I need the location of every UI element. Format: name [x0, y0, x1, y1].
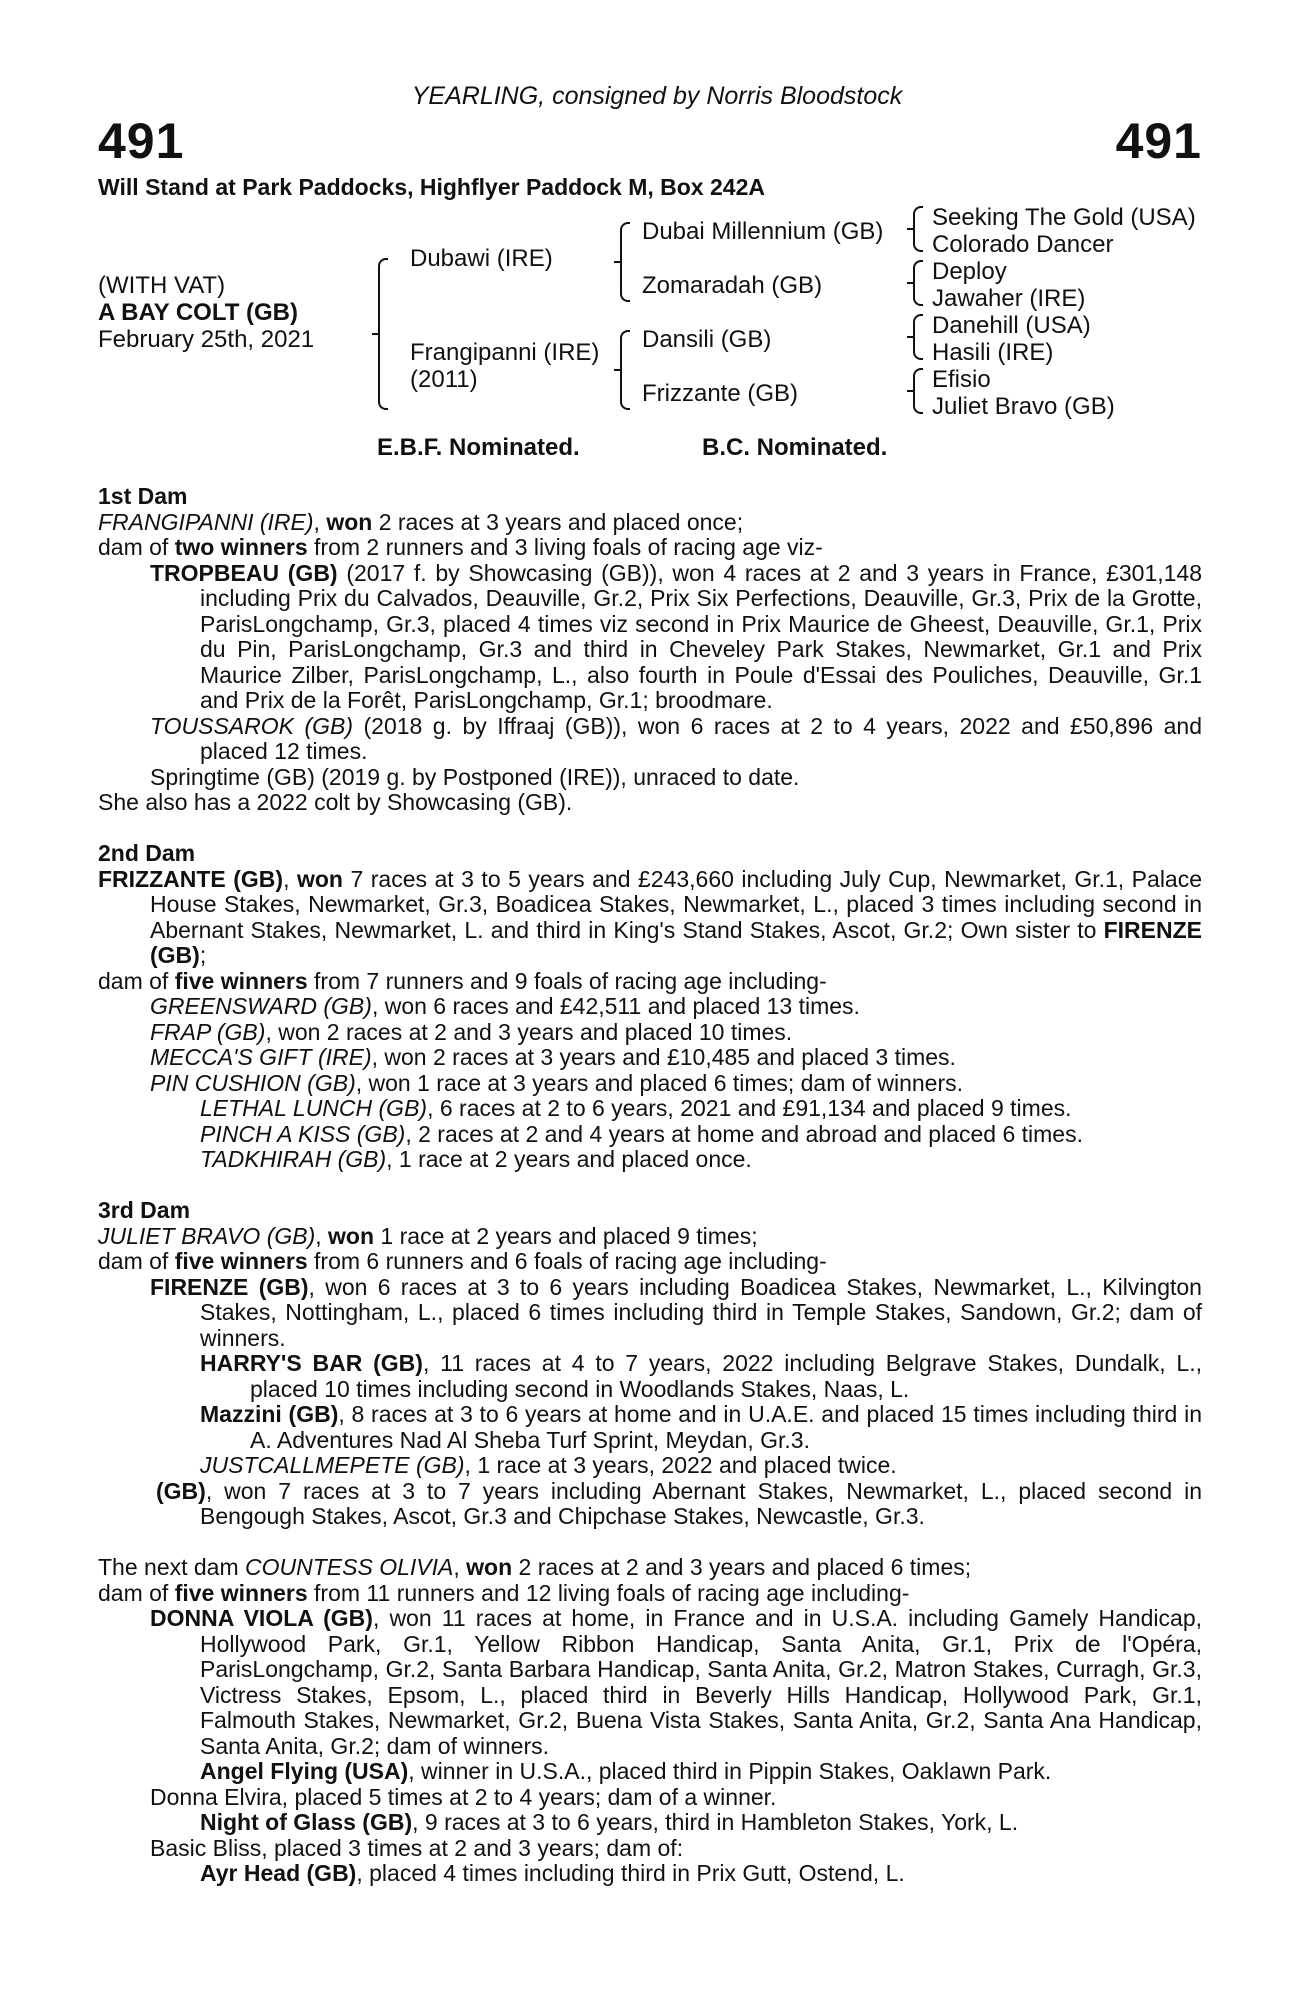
brace-g3: [907, 314, 923, 360]
dam3-foal-5: (GB), won 7 races at 3 to 7 years including Abernant Stakes, Newmarket, L., placed second in Bengough Stakes, Ascot, Gr.3 and Chipchase Stakes, Newcastle, Gr.3.: [156, 1477, 1202, 1529]
gg-3: Deploy: [932, 258, 1007, 285]
dam3-produce-summary: dam of five winners from 6 runners and 6 foals of racing age including-: [98, 1248, 827, 1274]
dam3-foal-3: Mazzini (GB), 8 races at 3 to 6 years at home and in U.A.E. and placed 15 times including third in A. Adventures Nad Al Sheba Turf Sprint, Meydan, Gr.3.: [200, 1401, 1202, 1453]
dam-sire: Dansili (GB): [642, 326, 772, 353]
dam1-heading: 1st Dam: [98, 483, 188, 509]
dam3-foal-2: HARRY'S BAR (GB), 11 races at 4 to 7 years, 2022 including Belgrave Stakes, Dundalk, L., placed 10 times including second in Woodlands Stakes, Naas, L.: [200, 1350, 1202, 1402]
gg-7: Efisio: [932, 366, 991, 393]
next-dam-foal-1: DONNA VIOLA (GB), won 11 races at home, in France and in U.S.A. including Gamely Handicap, Hollywood Park, Gr.1, Yellow Ribbon Handicap, Santa Anita, Gr.1, Prix de l'Opéra, ParisLongchamp, Gr.2, Santa Barbara Handicap, Santa Anita, Gr.2, Matron Stakes, Curragh, Gr.3, Victress Stakes, Epsom, L., placed third in Beverly Hills Handicap, Hollywood Park, Gr.1, Falmouth Stakes, Newmarket, Gr.2, Buena Vista Stakes, Santa Anita, Gr.2, Santa Ana Handicap, Santa Anita, Gr.2; dam of winners.: [150, 1605, 1202, 1759]
brace-g2: [907, 260, 923, 306]
horse-name: A BAY COLT (GB): [98, 299, 299, 326]
dam2-runner-2: FRAP (GB), won 2 races at 2 and 3 years and placed 10 times.: [150, 1018, 793, 1045]
dam2-runner-6: PINCH A KISS (GB), 2 races at 2 and 4 years at home and abroad and placed 6 times.: [200, 1120, 1083, 1147]
dam2-runner-3: MECCA'S GIFT (IRE), won 2 races at 3 years and £10,485 and placed 3 times.: [150, 1044, 956, 1070]
sire: Dubawi (IRE): [410, 245, 553, 272]
sire-sire: Dubai Millennium (GB): [642, 218, 884, 245]
gg-1: Seeking The Gold (USA): [932, 204, 1196, 231]
dam1-produce-3: Springtime (GB) (2019 g. by Postponed (IRE)), unraced to date.: [150, 763, 800, 790]
next-dam-foal-5: Basic Bliss, placed 3 times at 2 and 3 years; dam of:: [150, 1834, 684, 1861]
brace-sire: [614, 222, 630, 302]
dam-dam: Frizzante (GB): [642, 380, 799, 407]
lot-number-left: 491: [98, 113, 185, 169]
brace-g1: [907, 206, 923, 252]
dam2-record: FRIZZANTE (GB), won 7 races at 3 to 5 years and £243,660 including July Cup, Newmarket, Gr.1, Palace House Stakes, Newmarket, Gr.3, Boadicea Stakes, Newmarket, L., placed 3 times including second in Abernant Stakes, Newmarket, L. and third in King's Stand Stakes, Ascot, Gr.2; Own sister to FIRENZE (GB);: [98, 865, 1203, 968]
brace-main: [372, 258, 388, 410]
dam3-record: JULIET BRAVO (GB), won 1 race at 2 years and placed 9 times;: [98, 1222, 758, 1249]
dam3-foal-1: FIRENZE (GB), won 6 races at 3 to 6 years including Boadicea Stakes, Newmarket, L., Kilvington Stakes, Nottingham, L., placed 6 times including third in Temple Stakes, Sandown, Gr.2; dam of winners.: [150, 1273, 1202, 1351]
dam2-runner-5: LETHAL LUNCH (GB), 6 races at 2 to 6 years, 2021 and £91,134 and placed 9 times.: [200, 1095, 1072, 1121]
next-dam-foal-4: Night of Glass (GB), 9 races at 3 to 6 years, third in Hambleton Stakes, York, L.: [200, 1809, 1019, 1835]
gg-5: Danehill (USA): [932, 312, 1091, 339]
next-dam-foal-3: Donna Elvira, placed 5 times at 2 to 4 years; dam of a winner.: [150, 1783, 777, 1810]
dam2-runner-7: TADKHIRAH (GB), 1 race at 2 years and placed once.: [200, 1146, 752, 1172]
gg-2: Colorado Dancer: [932, 231, 1114, 258]
dam1-record: FRANGIPANNI (IRE), won 2 races at 3 years and placed once;: [98, 508, 744, 535]
consignment-line: YEARLING, consigned by Norris Bloodstock: [411, 82, 903, 110]
sire-dam: Zomaradah (GB): [642, 272, 823, 299]
dam2-runner-1: GREENSWARD (GB), won 6 races and £42,511 and placed 13 times.: [150, 993, 860, 1019]
brace-dam: [614, 330, 630, 410]
next-dam-foal-2: Angel Flying (USA), winner in U.S.A., placed third in Pippin Stakes, Oaklawn Park.: [200, 1758, 1052, 1784]
vat-note: (WITH VAT): [98, 272, 226, 299]
dam1-produce-summary: dam of two winners from 2 runners and 3 living foals of racing age viz-: [98, 534, 823, 560]
brace-g4: [907, 368, 923, 414]
next-dam-record: The next dam COUNTESS OLIVIA, won 2 races at 2 and 3 years and placed 6 times;: [98, 1554, 972, 1580]
dam3-foal-4: JUSTCALLMEPETE (GB), 1 race at 3 years, 2022 and placed twice.: [200, 1452, 897, 1478]
dam1-produce-1: TROPBEAU (GB) (2017 f. by Showcasing (GB)), won 4 races at 2 and 3 years in France, £301,148 including Prix du Calvados, Deauville, Gr.2, Prix Six Perfections, Deauville, Gr.3, Prix de la Grotte, ParisLongchamp, Gr.3, placed 4 times viz second in Prix Maurice de Gheest, Deauville, Gr.1, Prix du Pin, ParisLongchamp, Gr.3 and third in Cheveley Park Stakes, Newmarket, Gr.1 and Prix Maurice Zilber, ParisLongchamp, L., also fourth in Poule d'Essai des Pouliches, Deauville, Gr.1 and Prix de la Forêt, ParisLongchamp, Gr.1; broodmare.: [150, 559, 1202, 713]
dam1-produce-4: She also has a 2022 colt by Showcasing (GB).: [98, 789, 573, 815]
dam3-heading: 3rd Dam: [98, 1197, 191, 1223]
dam: Frangipanni (IRE): [410, 339, 600, 366]
dam2-produce-summary: dam of five winners from 7 runners and 9 foals of racing age including-: [98, 967, 827, 994]
next-dam-produce-summary: dam of five winners from 11 runners and 12 living foals of racing age including-: [98, 1579, 910, 1606]
gg-6: Hasili (IRE): [932, 339, 1054, 366]
gg-8: Juliet Bravo (GB): [932, 393, 1115, 420]
catalogue-body: [98, 484, 1202, 1887]
dam2-runner-4: PIN CUSHION (GB), won 1 race at 3 years and placed 6 times; dam of winners.: [150, 1069, 963, 1096]
foaling-date: February 25th, 2021: [98, 326, 315, 353]
ebf-nomination: E.B.F. Nominated.: [377, 434, 580, 461]
lot-number-right: 491: [1115, 113, 1202, 169]
gg-4: Jawaher (IRE): [932, 285, 1086, 312]
dam-year: (2011): [410, 366, 478, 393]
next-dam-foal-6: Ayr Head (GB), placed 4 times including third in Prix Gutt, Ostend, L.: [200, 1860, 905, 1886]
dam2-heading: 2nd Dam: [98, 840, 196, 866]
bc-nomination: B.C. Nominated.: [702, 434, 888, 461]
dam1-produce-2: TOUSSAROK (GB) (2018 g. by Iffraaj (GB)), won 6 races at 2 to 4 years, 2022 and £50,896 and placed 12 times.: [150, 712, 1203, 764]
stand-location: Will Stand at Park Paddocks, Highflyer Paddock M, Box 242A: [98, 174, 765, 200]
